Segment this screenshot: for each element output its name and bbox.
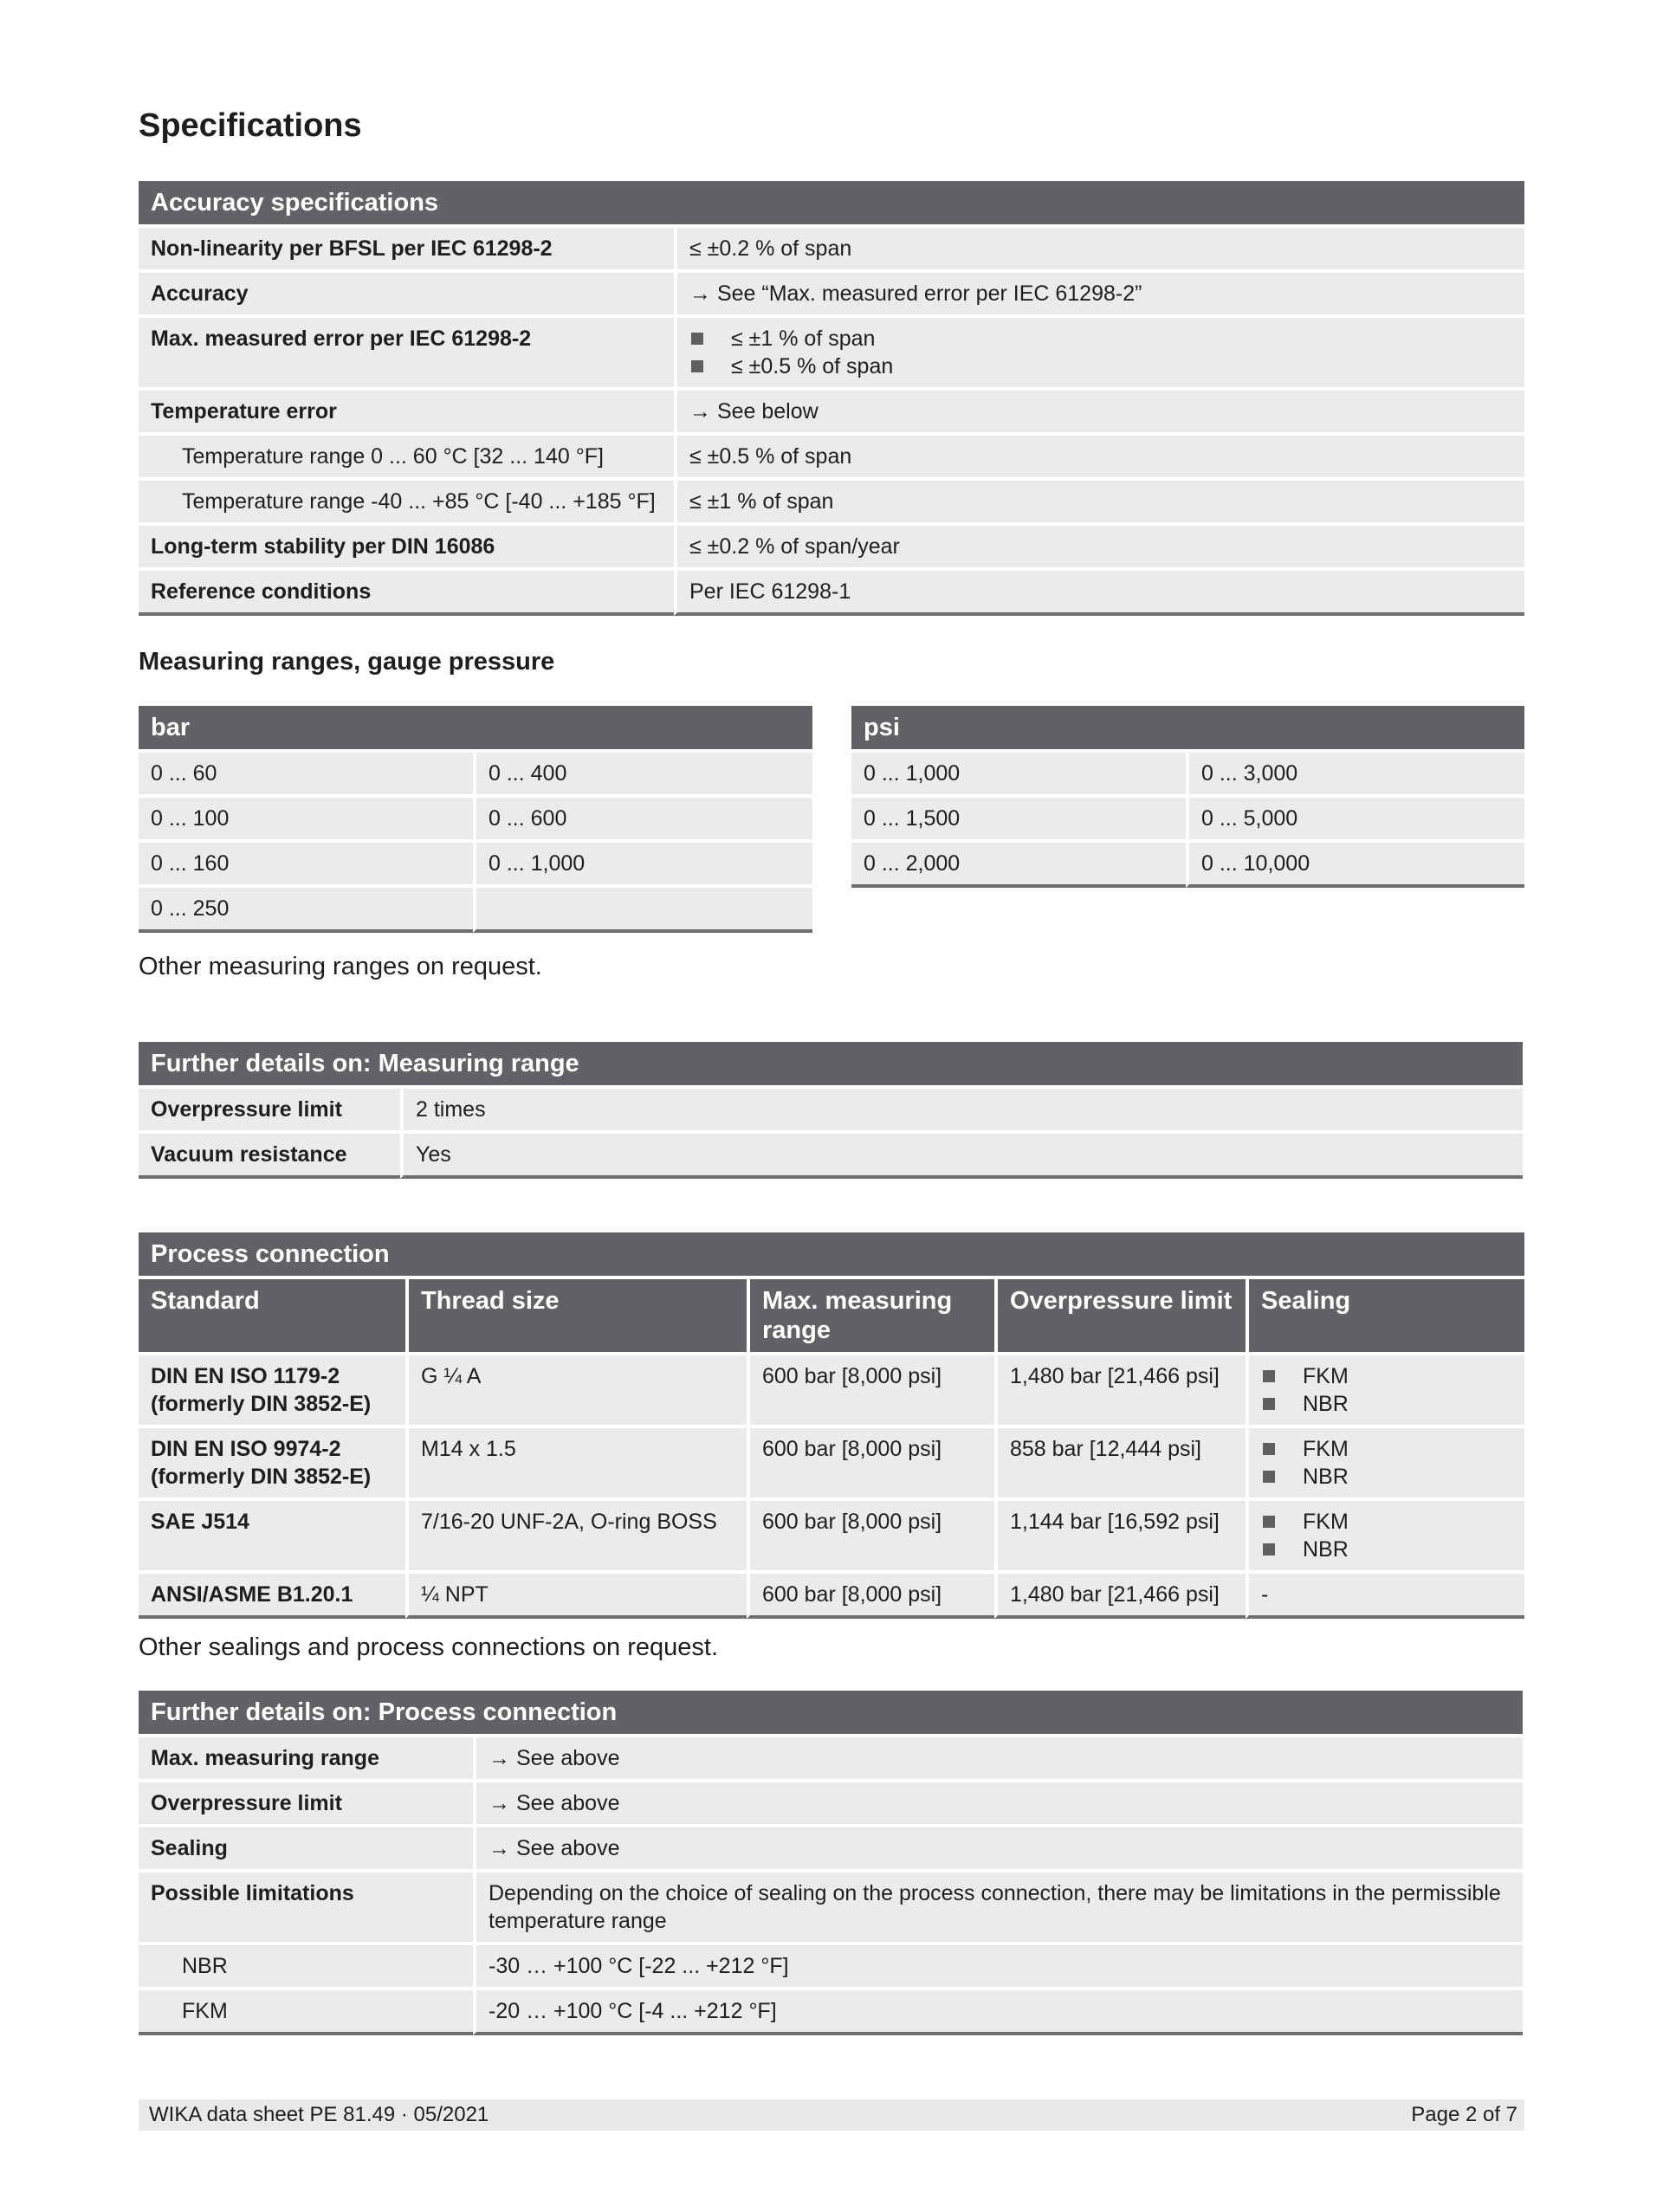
row-value: ≤ ±0.2 % of span/year [674, 526, 1524, 567]
table-row [851, 753, 1524, 794]
thread-cell: ¼ NPT [405, 1574, 747, 1619]
ranges-heading: Measuring ranges, gauge pressure [139, 648, 555, 676]
row-label: Vacuum resistance [139, 1134, 400, 1179]
table-row [139, 436, 1524, 477]
row-label: Temperature range 0 ... 60 °C [32 ... 140 °F] [139, 436, 674, 477]
row-label: Max. measuring range [139, 1737, 473, 1779]
table-row [139, 798, 812, 839]
overpressure-cell: 1,480 bar [21,466 psi] [994, 1574, 1246, 1619]
bullet-item: NBR [1261, 1536, 1512, 1563]
process-header: Process connection [139, 1232, 1524, 1276]
table-row [139, 1782, 1523, 1824]
ranges-note: Other measuring ranges on request. [139, 953, 542, 980]
table-row [139, 1737, 1523, 1779]
standard-cell: DIN EN ISO 9974-2 (formerly DIN 3852-E) [139, 1428, 405, 1497]
range-cell: 0 ... 5,000 [1186, 798, 1524, 839]
page-title: Specifications [139, 107, 362, 144]
column-header: Thread size [405, 1279, 747, 1352]
bullet-item: FKM [1261, 1435, 1512, 1463]
accuracy-header: Accuracy specifications [139, 181, 1524, 224]
bar-header: bar [139, 706, 812, 749]
table-row [139, 1827, 1523, 1869]
table-row [139, 1872, 1523, 1942]
table-row [139, 1574, 1524, 1619]
column-header: Overpressure limit [994, 1279, 1246, 1352]
table-row [139, 1355, 1524, 1425]
row-value [674, 318, 1524, 387]
row-value: Depending on the choice of sealing on the process connection, there may be limitations in the permissible temperature range [473, 1872, 1523, 1942]
row-value: ≤ ±0.2 % of span [674, 228, 1524, 269]
range-details-table [139, 1038, 1523, 1182]
table-row [139, 391, 1524, 432]
row-label: Possible limitations [139, 1872, 473, 1942]
table-row [851, 798, 1524, 839]
table-row [139, 481, 1524, 522]
bullet-item: NBR [1261, 1463, 1512, 1491]
max-range-cell: 600 bar [8,000 psi] [747, 1574, 994, 1619]
range-cell: 0 ... 400 [473, 753, 812, 794]
range-cell: 0 ... 100 [139, 798, 473, 839]
column-header: Sealing [1246, 1279, 1524, 1352]
max-range-cell: 600 bar [8,000 psi] [747, 1428, 994, 1497]
row-value: ≤ ±1 % of span [674, 481, 1524, 522]
row-label: Sealing [139, 1827, 473, 1869]
range-cell: 0 ... 600 [473, 798, 812, 839]
max-range-cell: 600 bar [8,000 psi] [747, 1355, 994, 1425]
row-value: -20 … +100 °C [-4 ... +212 °F] [473, 1990, 1523, 2035]
table-row [139, 571, 1524, 616]
range-cell: 0 ... 1,500 [851, 798, 1186, 839]
bullet-item: ≤ ±1 % of span [689, 325, 1512, 352]
bullet-item: NBR [1261, 1390, 1512, 1418]
table-row [139, 1990, 1523, 2035]
table-row [139, 843, 812, 884]
bullet-item: FKM [1261, 1508, 1512, 1536]
overpressure-cell: 1,480 bar [21,466 psi] [994, 1355, 1246, 1425]
psi-range-table [851, 702, 1524, 891]
overpressure-cell: 858 bar [12,444 psi] [994, 1428, 1246, 1497]
table-row [139, 228, 1524, 269]
row-value: ≤ ±0.5 % of span [674, 436, 1524, 477]
column-header: Standard [139, 1279, 405, 1352]
bullet-item: ≤ ±0.5 % of span [689, 352, 1512, 380]
row-value: -30 … +100 °C [-22 ... +212 °F] [473, 1945, 1523, 1987]
sealing-cell: - [1246, 1574, 1524, 1619]
range-cell: 0 ... 1,000 [851, 753, 1186, 794]
range-cell: 0 ... 160 [139, 843, 473, 884]
row-value: 2 times [400, 1089, 1523, 1130]
thread-cell: M14 x 1.5 [405, 1428, 747, 1497]
row-label: NBR [139, 1945, 473, 1987]
footer-datasheet-ref: WIKA data sheet PE 81.49 · 05/2021 [149, 2103, 489, 2126]
range-cell: 0 ... 10,000 [1186, 843, 1524, 888]
standard-cell: DIN EN ISO 1179-2 (formerly DIN 3852-E) [139, 1355, 405, 1425]
row-label: Temperature error [139, 391, 674, 432]
process-table [139, 1229, 1524, 1622]
row-label: Max. measured error per IEC 61298-2 [139, 318, 674, 387]
row-value: Per IEC 61298-1 [674, 571, 1524, 616]
table-row [139, 318, 1524, 387]
column-header-row [139, 1279, 1524, 1352]
table-row [139, 1945, 1523, 1987]
table-row [139, 1501, 1524, 1570]
max-range-cell: 600 bar [8,000 psi] [747, 1501, 994, 1570]
standard-cell: ANSI/ASME B1.20.1 [139, 1574, 405, 1619]
footer-page-number: Page 2 of 7 [1411, 2103, 1517, 2126]
row-label: Reference conditions [139, 571, 674, 616]
process-details-table [139, 1687, 1523, 2039]
range-cell: 0 ... 250 [139, 888, 473, 933]
range-cell: 0 ... 1,000 [473, 843, 812, 884]
range-cell: 0 ... 60 [139, 753, 473, 794]
thread-cell: 7/16-20 UNF-2A, O-ring BOSS [405, 1501, 747, 1570]
row-value: → See above [473, 1827, 1523, 1869]
table-row [139, 1089, 1523, 1130]
row-value: → See above [473, 1737, 1523, 1779]
row-label: Overpressure limit [139, 1782, 473, 1824]
column-header: Max. measuring range [747, 1279, 994, 1352]
row-label: Temperature range -40 ... +85 °C [-40 ... +185 °F] [139, 481, 674, 522]
range-cell: 0 ... 3,000 [1186, 753, 1524, 794]
thread-cell: G ¼ A [405, 1355, 747, 1425]
process-details-header: Further details on: Process connection [139, 1691, 1523, 1734]
process-note: Other sealings and process connections on request. [139, 1633, 719, 1661]
psi-header: psi [851, 706, 1524, 749]
row-value: → See below [674, 391, 1524, 432]
range-cell: 0 ... 2,000 [851, 843, 1186, 888]
sealing-cell [1246, 1428, 1524, 1497]
row-label: Long-term stability per DIN 16086 [139, 526, 674, 567]
range-details-header: Further details on: Measuring range [139, 1042, 1523, 1085]
row-label: Overpressure limit [139, 1089, 400, 1130]
overpressure-cell: 1,144 bar [16,592 psi] [994, 1501, 1246, 1570]
sealing-cell [1246, 1355, 1524, 1425]
range-cell [473, 888, 812, 933]
table-row [851, 843, 1524, 888]
table-row [139, 273, 1524, 314]
row-value: → See above [473, 1782, 1523, 1824]
accuracy-table [139, 178, 1524, 619]
row-value: → See “Max. measured error per IEC 61298-2” [674, 273, 1524, 314]
table-row [139, 888, 812, 933]
row-label: FKM [139, 1990, 473, 2035]
table-row [139, 753, 812, 794]
sealing-cell [1246, 1501, 1524, 1570]
row-label: Accuracy [139, 273, 674, 314]
table-row [139, 526, 1524, 567]
table-row [139, 1428, 1524, 1497]
bullet-item: FKM [1261, 1362, 1512, 1390]
row-label: Non-linearity per BFSL per IEC 61298-2 [139, 228, 674, 269]
page-footer [139, 2099, 1524, 2131]
row-value: Yes [400, 1134, 1523, 1179]
bar-range-table [139, 702, 812, 936]
table-row [139, 1134, 1523, 1179]
standard-cell: SAE J514 [139, 1501, 405, 1570]
